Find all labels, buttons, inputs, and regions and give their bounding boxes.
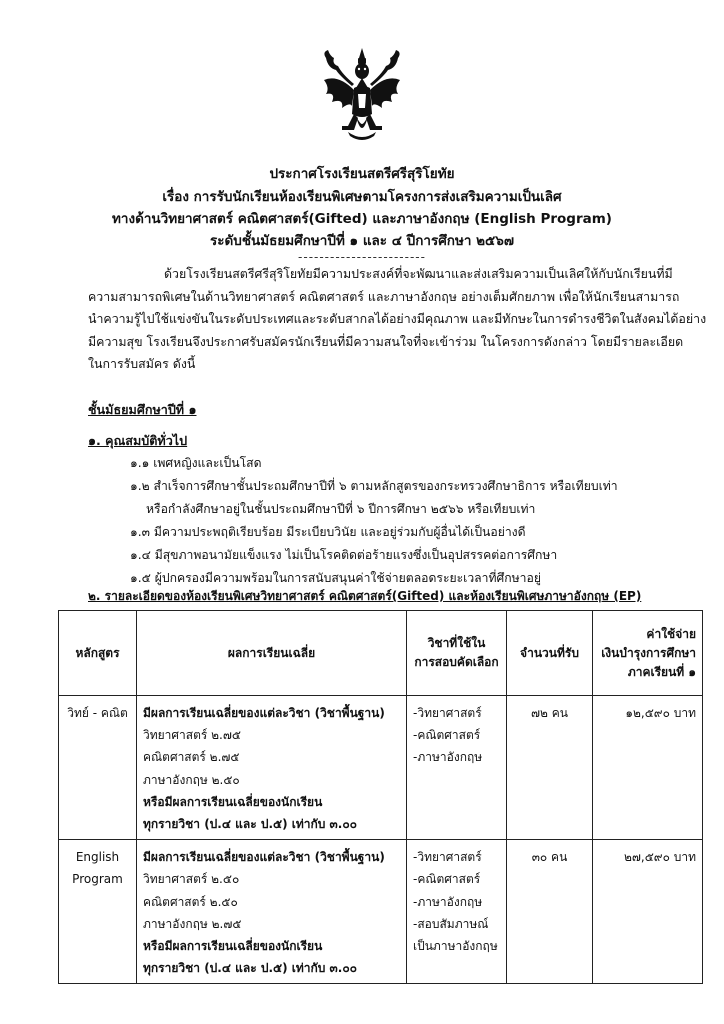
cell-fee: ๒๗,๕๙๐ บาท	[593, 840, 703, 984]
cell-subjects: -วิทยาศาสตร์ -คณิตศาสตร์ -ภาษาอังกฤษ	[407, 696, 507, 840]
header-gpa: ผลการเรียนเฉลี่ย	[137, 611, 407, 696]
qualification-item-cont: หรือกำลังศึกษาอยู่ในชั้นประถมศึกษาปีที่ ๖ ปีการศึกษา ๒๕๖๖ หรือเทียบเท่า	[146, 502, 536, 516]
cell-program: English Program	[59, 840, 137, 984]
intro-line: ความสามารถพิเศษในด้านวิทยาศาสตร์ คณิตศาสตร์ และภาษาอังกฤษ อย่างเต็มศักยภาพ เพื่อให้นักเรียนสามารถ	[88, 288, 680, 304]
subject-line-1: เรื่อง การรับนักเรียนห้องเรียนพิเศษตามโครงการส่งเสริมความเป็นเลิศ	[162, 189, 562, 205]
table-row	[59, 696, 703, 840]
qualification-item: ๑.๑ เพศหญิงและเป็นโสด	[130, 456, 262, 470]
intro-paragraph	[88, 263, 707, 376]
intro-line: ในการรับสมัคร ดังนี้	[88, 356, 196, 372]
table-header-row	[59, 611, 703, 696]
subject-line-3: ระดับชั้นมัธยมศึกษาปีที่ ๑ และ ๔ ปีการศึกษา ๒๕๖๗	[209, 233, 514, 249]
cell-seats: ๗๒ คน	[507, 696, 593, 840]
grade-heading: ชั้นมัธยมศึกษาปีที่ ๑	[88, 402, 197, 417]
cell-program: วิทย์ - คณิต	[59, 696, 137, 840]
cell-gpa: มีผลการเรียนเฉลี่ยของแต่ละวิชา (วิชาพื้นฐาน) วิทยาศาสตร์ ๒.๗๕ คณิตศาสตร์ ๒.๗๕ ภาษาอังกฤษ ๒.๕๐ หรือมีผลการเรียนเฉลี่ยของนักเรียน ทุกรายวิชา (ป.๔ และ ป.๕) เท่ากับ ๓.๐๐	[137, 696, 407, 840]
header-seats: จำนวนที่รับ	[507, 611, 593, 696]
qualification-item: ๑.๔ มีสุขภาพอนามัยแข็งแรง ไม่เป็นโรคติดต่อร้ายแรงซึ่งเป็นอุปสรรคต่อการศึกษา	[130, 548, 558, 562]
table-row	[59, 840, 703, 984]
header-fee: ค่าใช้จ่าย เงินบำรุงการศึกษา ภาคเรียนที่ ๑	[593, 611, 703, 696]
intro-line: นำความรู้ไปใช้แข่งขันในระดับประเทศและระดับสากลได้อย่างมีคุณภาพ และมีทักษะในการดำรงชีวิตในสังคมได้อย่าง	[88, 311, 707, 327]
header-subjects: วิชาที่ใช้ใน การสอบคัดเลือก	[407, 611, 507, 696]
programs-table	[58, 610, 703, 984]
qualification-item: ๑.๕ ผู้ปกครองมีความพร้อมในการสนับสนุนค่าใช้จ่ายตลอดระยะเวลาที่ศึกษาอยู่	[130, 571, 541, 585]
subject-line-2: ทางด้านวิทยาศาสตร์ คณิตศาสตร์(Gifted) และภาษาอังกฤษ (English Program)	[112, 211, 612, 227]
cell-subjects: -วิทยาศาสตร์ -คณิตศาสตร์ -ภาษาอังกฤษ -สอบสัมภาษณ์ เป็นภาษาอังกฤษ	[407, 840, 507, 984]
intro-line: ด้วยโรงเรียนสตรีศรีสุริโยทัยมีความประสงค์ที่จะพัฒนาและส่งเสริมความเป็นเลิศให้กับนักเรียนที่มี	[164, 266, 673, 281]
announcement-title: ประกาศโรงเรียนสตรีศรีสุริโยทัย	[269, 166, 455, 182]
intro-line: มีความสุข โรงเรียนจึงประกาศรับสมัครนักเรียนที่มีความสนใจที่จะเข้าร่วม ในโครงการดังกล่าว โดยมีรายละเอียด	[88, 333, 684, 349]
garuda-emblem-icon	[318, 44, 406, 144]
cell-gpa: มีผลการเรียนเฉลี่ยของแต่ละวิชา (วิชาพื้นฐาน) วิทยาศาสตร์ ๒.๕๐ คณิตศาสตร์ ๒.๕๐ ภาษาอังกฤษ ๒.๗๕ หรือมีผลการเรียนเฉลี่ยของนักเรียน ทุกรายวิชา (ป.๔ และ ป.๕) เท่ากับ ๓.๐๐	[137, 840, 407, 984]
header-program: หลักสูตร	[59, 611, 137, 696]
cell-fee: ๑๒,๕๙๐ บาท	[593, 696, 703, 840]
divider: ------------------------	[298, 250, 426, 264]
details-heading: ๒. รายละเอียดของห้องเรียนพิเศษวิทยาศาสตร์ คณิตศาสตร์(Gifted) และห้องเรียนพิเศษภาษาอังกฤษ (EP)	[88, 589, 642, 603]
qualification-item: ๑.๒ สำเร็จการศึกษาชั้นประถมศึกษาปีที่ ๖ ตามหลักสูตรของกระทรวงศึกษาธิการ หรือเทียบเท่า	[130, 479, 618, 493]
qualifications-heading: ๑. คุณสมบัติทั่วไป	[88, 433, 188, 448]
qualification-item: ๑.๓ มีความประพฤติเรียบร้อย มีระเบียบวินัย และอยู่ร่วมกับผู้อื่นได้เป็นอย่างดี	[130, 525, 526, 539]
cell-seats: ๓๐ คน	[507, 840, 593, 984]
